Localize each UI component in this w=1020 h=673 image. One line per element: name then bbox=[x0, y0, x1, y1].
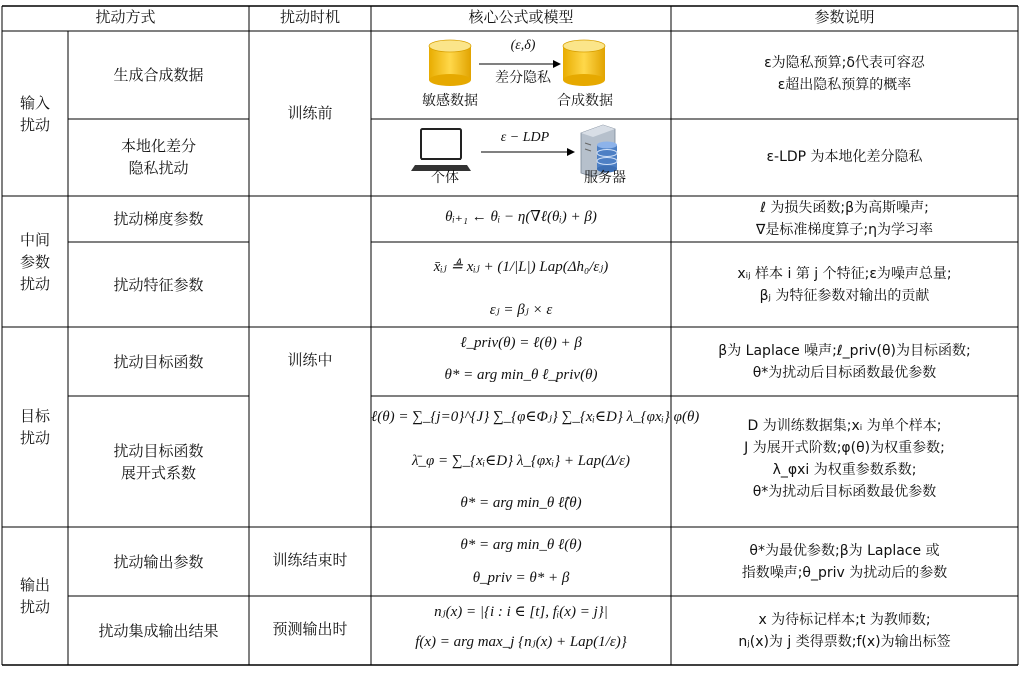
formula-output-argmin: θ* = arg min_θ ℓ(θ) bbox=[460, 537, 582, 553]
dp-arrow-label: (ε,δ) bbox=[510, 38, 536, 53]
params-gradient: ℓ 为损失函数;β为高斯噪声; ∇是标准梯度算子;η为学习率 bbox=[756, 200, 933, 238]
category-objective: 目标 扰动 bbox=[19, 407, 50, 447]
timing-end-training: 训练结束时 bbox=[272, 551, 348, 569]
params-objective: β为 Laplace 噪声;ℓ_priv(θ)为目标函数; θ*为扰动后目标函数最优参数 bbox=[718, 343, 971, 381]
formula-vote-count: nⱼ(x) = |{i : i ∈ [t], fᵢ(x) = j}| bbox=[434, 604, 608, 620]
header-method: 扰动方式 bbox=[95, 8, 156, 26]
method-objective: 扰动目标函数 bbox=[113, 353, 204, 371]
method-output-param: 扰动输出参数 bbox=[113, 553, 204, 571]
timing-prediction: 预测输出时 bbox=[272, 620, 348, 638]
individual-label: 个体 bbox=[431, 170, 459, 186]
timing-during-training: 训练中 bbox=[287, 351, 333, 369]
synthetic-data-label: 合成数据 bbox=[557, 93, 613, 109]
arrow-icon bbox=[481, 148, 575, 156]
category-input: 输入 扰动 bbox=[19, 94, 50, 134]
formula-expansion-argmin: θ* = arg min_θ ℓ̂(θ) bbox=[460, 495, 582, 511]
laptop-icon bbox=[411, 129, 471, 171]
method-feature: 扰动特征参数 bbox=[113, 276, 204, 294]
category-middle: 中间 参数 扰动 bbox=[19, 231, 50, 293]
database-icon-left bbox=[429, 40, 471, 86]
arrow-icon bbox=[479, 60, 561, 68]
method-gradient: 扰动梯度参数 bbox=[113, 210, 204, 228]
header-params: 参数说明 bbox=[814, 8, 875, 26]
params-ldp: ε-LDP 为本地化差分隐私 bbox=[766, 149, 923, 165]
params-feature: xᵢⱼ 样本 i 第 j 个特征;ε为噪声总量; βⱼ 为特征参数对输出的贡献 bbox=[737, 266, 952, 304]
formula-feature-noise: x̄ᵢⱼ ≜ xᵢⱼ + (1/|L|) Lap(Δh₀/εⱼ) bbox=[433, 259, 609, 275]
formula-objective-priv: ℓ_priv(θ) = ℓ(θ) + β bbox=[460, 335, 582, 351]
timing-before-training: 训练前 bbox=[287, 104, 333, 122]
sensitive-data-label: 敏感数据 bbox=[422, 93, 478, 109]
params-ensemble: x 为待标记样本;t 为教师数; nⱼ(x)为 j 类得票数;f(x)为输出标签 bbox=[738, 612, 951, 650]
params-expansion: D 为训练数据集;xᵢ 为单个样本; J 为展开式阶数;φ(θ)为权重参数; λ_φxi 为权重参数系数; θ*为扰动后目标函数最优参数 bbox=[744, 418, 945, 500]
header-timing: 扰动时机 bbox=[279, 8, 340, 26]
method-ensemble: 扰动集成输出结果 bbox=[98, 622, 219, 640]
formula-expansion: ℓ(θ) = ∑_{j=0}^{J} ∑_{φ∈Φⱼ} ∑_{xᵢ∈D} λ_{φxᵢ} φ(θ) bbox=[371, 409, 700, 425]
formula-feature-epsilon: εⱼ = βⱼ × ε bbox=[489, 302, 553, 318]
header-formula: 核心公式或模型 bbox=[468, 8, 574, 26]
method-synthetic-data: 生成合成数据 bbox=[113, 66, 204, 84]
formula-vote-argmax: f(x) = arg max_j {nⱼ(x) + Lap(1/ε)} bbox=[415, 634, 627, 650]
dp-arrow-sublabel: 差分隐私 bbox=[495, 70, 551, 86]
formula-lambda: λ̄_φ = ∑_{xᵢ∈D} λ_{φxᵢ} + Lap(Δ/ε) bbox=[412, 453, 630, 469]
server-label: 服务器 bbox=[584, 170, 626, 186]
formula-objective-argmin: θ* = arg min_θ ℓ_priv(θ) bbox=[444, 367, 598, 383]
method-ldp: 本地化差分 隐私扰动 bbox=[120, 137, 196, 177]
formula-gradient: θᵢ₊₁ ← θᵢ − η(∇ℓ(θᵢ) + β) bbox=[445, 209, 597, 225]
ldp-arrow-label: ε − LDP bbox=[500, 130, 550, 145]
method-expansion: 扰动目标函数 展开式系数 bbox=[113, 442, 204, 482]
formula-output-priv: θ_priv = θ* + β bbox=[472, 570, 570, 586]
params-synthetic: ε为隐私预算;δ代表可容忍 ε超出隐私预算的概率 bbox=[764, 55, 925, 93]
category-output: 输出 扰动 bbox=[19, 576, 50, 616]
params-output: θ*为最优参数;β为 Laplace 或 指数噪声;θ_priv 为扰动后的参数 bbox=[741, 543, 948, 581]
